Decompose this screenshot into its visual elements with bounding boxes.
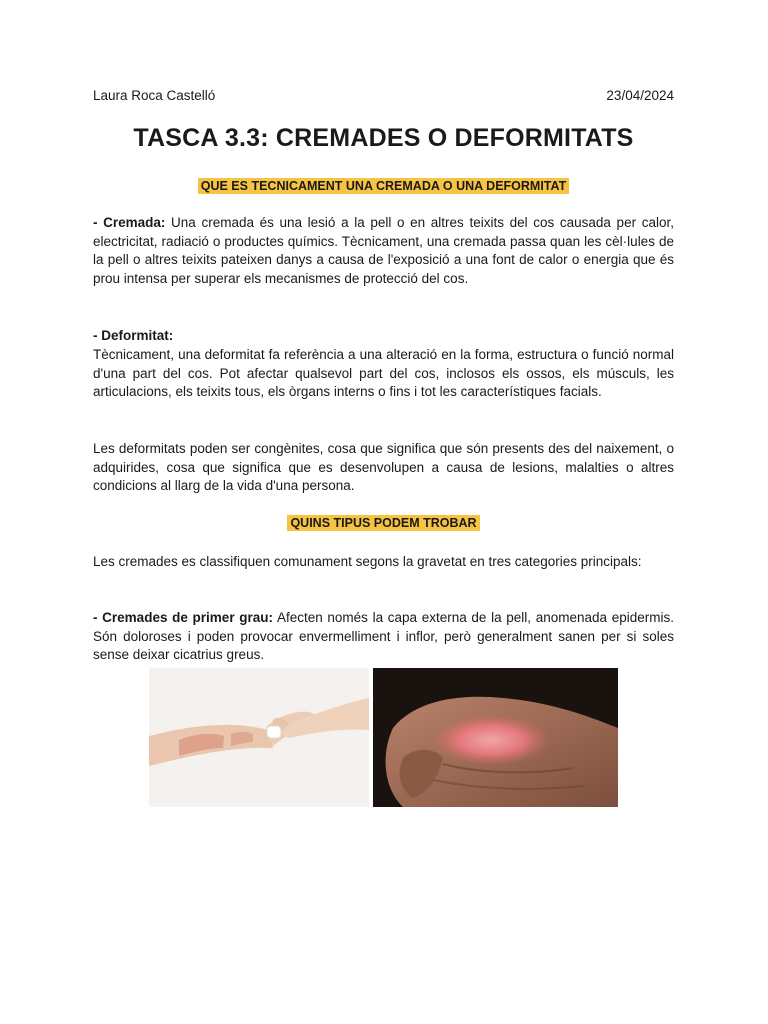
deformitat-text: Tècnicament, una deformitat fa referència a una alteració en la forma, estructura o funció normal d'una part del cos. Pot afectar qualsevol part del cos, inclosos els ossos, els músculs, les articulacions, els teixits tous, els òrgans interns o fins i tot les característiques facials. [93, 347, 674, 400]
photo-arm-cream [149, 668, 369, 807]
burn-photos [149, 668, 618, 807]
document-meta [93, 88, 674, 103]
first-degree-label: - Cremades de primer grau: [93, 610, 273, 625]
paragraph-deformitat-label [93, 327, 674, 346]
classification-intro-text: Les cremades es classifiquen comunament segons la gravetat en tres categories principals: [93, 554, 642, 569]
cremada-text: Una cremada és una lesió a la pell o en altres teixits del cos causada per calor, electricitat, radiació o productes químics. Tècnicament, una cremada passa quan les cèl·lules de la pell o altres teixits pateixen danys a causa de l'exposició a una font de calor o energia que és prou intensa per superar els mecanismes de protecció del cos. [93, 215, 674, 286]
paragraph-first-degree [93, 609, 674, 665]
paragraph-classification-intro [93, 553, 674, 572]
section-heading-types-text: QUINS TIPUS PODEM TROBAR [287, 515, 479, 531]
document-date: 23/04/2024 [606, 88, 674, 103]
deformitat-label: - Deformitat: [93, 328, 174, 343]
paragraph-deformitat-types [93, 440, 674, 496]
paragraph-cremada [93, 214, 674, 288]
photo-hand-burn [373, 668, 618, 807]
cremada-label: - Cremada: [93, 215, 166, 230]
deformitat-types-text: Les deformitats poden ser congènites, cosa que significa que són presents des del naixement, o adquirides, cosa que significa que es desenvolupen a causa de lesions, malalties o altres condicions al llarg de la vida d'una persona. [93, 441, 674, 494]
section-heading-types [93, 516, 674, 530]
section-heading-definition-text: QUE ES TECNICAMENT UNA CREMADA O UNA DEFORMITAT [198, 178, 570, 194]
page-title: TASCA 3.3: CREMADES O DEFORMITATS [133, 124, 634, 152]
author-name: Laura Roca Castelló [93, 88, 216, 103]
first-degree-text: Afecten només la capa externa de la pell, anomenada epidermis. Són doloroses i poden provocar envermelliment i inflor, però generalment sanen per si soles sense deixar cicatrius greus. [93, 610, 674, 663]
paragraph-deformitat [93, 346, 674, 402]
section-heading-definition [93, 179, 674, 193]
